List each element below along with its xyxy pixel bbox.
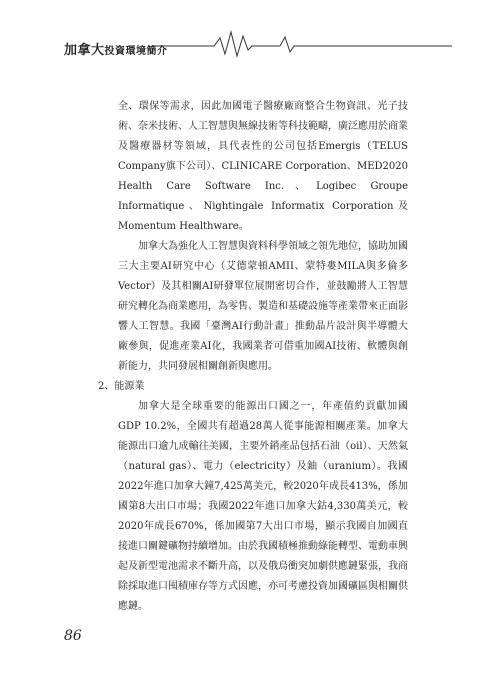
header-title-sub: 投資環境簡介 <box>104 46 168 57</box>
paragraph-energy: 加拿大是全球重要的能源出口國之一，年產值約貢獻加國GDP 10.2%，全國共有超過28萬人從事能源相關產業。加拿大能源出口逾九成輸往美國，主要外銷產品包括石油（oil）、天然氣（natural gas）、電力（electricity）及鈾（uranium）。我國2022年進口加拿大鐘7,425萬美元，較2020年成長413%，係加國第8大出口市場；我國2022年進口加拿大鈷4,330萬美元，較2020年成長670%，係加國第7大出口市場，顯示我國自加國直接進口關鍵礦物持續增加。由於我國積極推動綠能轉型、電動車興起及新型電池需求不斷升高，以及俄烏衝突加劇供應鏈緊張，我商除採取進口囤積庫存等方式因應，亦可考慮投資加國礦區與相關供應鏈。 <box>118 401 408 612</box>
paragraph-ai: 加拿大為強化人工智慧與資料科學領域之領先地位，協助加國三大主要AI研究中心（艾德蒙頓AMII、蒙特婁MILA與多倫多Vector）及其相關AI研發單位展開密切合作，並鼓勵將人工智慧研究轉化為商業應用，為零售、製造和基礎設施等產業帶來正面影響人工智慧。我國「臺灣AI行動計畫」推動晶片設計與半導體大廠參與，促進產業AI化，我國業者可借重加國AI技術、軟體與創新能力，共同發展相關創新與應用。 <box>118 241 408 372</box>
header-title <box>64 39 168 58</box>
page-number: 86 <box>64 628 82 644</box>
section-heading-energy: 2、能源業 <box>98 381 145 392</box>
header-title-main: 加拿大 <box>64 43 105 58</box>
paragraph-electronic-medical: 全、環保等需求，因此加國電子醫療廠商整合生物資訊、光子技術、奈米技術、人工智慧與無線技術等科技範疇，廣泛應用於商業及醫療器材等領域，具代表性的公司包括Emergis（TELUS Company旗下公司）、CLINICARE Corporation、MED2020 Health Care Software Inc.、Logibec Groupe Informatique、Nightingale Informatix Corporation及Momentum Healthware。 <box>118 101 408 232</box>
body-content <box>98 97 408 617</box>
running-header <box>64 18 452 58</box>
